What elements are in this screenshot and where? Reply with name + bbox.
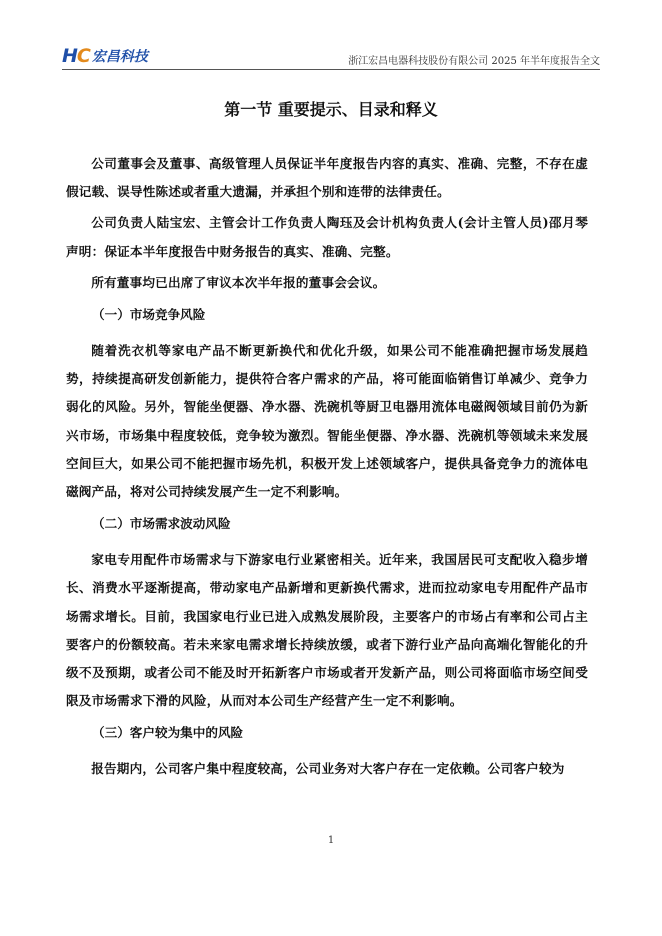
- paragraph-board-attendance: 所有董事均已出席了审议本次半年报的董事会会议。: [91, 274, 386, 290]
- paragraph-officer-statement: 公司负责人陆宝宏、主管会计工作负责人陶珏及会计机构负责人(会计主管人员)邵月琴声明：保证本半年度报告中财务报告的真实、准确、完整。: [66, 215, 588, 259]
- paragraph-demand-fluctuation: 家电专用配件市场需求与下游家电行业紧密相关。近年来，我国居民可支配收入稳步增长、消费水平逐渐提高，带动家电产品新增和更新换代需求，进而拉动家电专用配件产品市场需求增长。目前，我国家电行业已进入成熟发展阶段，主要客户的市场占有率和公司占主要客户的份额较高。若未来家电需求增长持续放缓，或者下游行业产品向高端化智能化的升级不及预期，或者公司不能及时开拓新客户市场或者开发新产品，则公司将面临市场空间受限及市场需求下滑的风险，从而对本公司生产经营产生一定不利影响。: [66, 552, 588, 709]
- paragraph-market-competition: 随着洗衣机等家电产品不断更新换代和优化升级，如果公司不能准确把握市场发展趋势，持续提高研发创新能力，提供符合客户需求的产品，将可能面临销售订单减少、竞争力弱化的风险。另外，智能坐便器、净水器、洗碗机等厨卫电器用流体电磁阀领域目前仍为新兴市场，市场集中程度较低，竞争较为激烈。智能坐便器、净水器、洗碗机等领域未来发展空间巨大，如果公司不能把握市场先机，积极开发上述领域客户，提供具备竞争力的流体电磁阀产品，将对公司持续发展产生一定不利影响。: [66, 343, 588, 500]
- subheading-market-competition: （一）市场竞争风险: [92, 307, 206, 323]
- subheading-demand-fluctuation: （二）市场需求波动风险: [92, 516, 231, 532]
- paragraph-board-guarantee: 公司董事会及董事、高级管理人员保证半年度报告内容的真实、准确、完整，不存在虚假记载、误导性陈述或者重大遗漏，并承担个别和连带的法律责任。: [66, 156, 588, 200]
- page-header: [62, 44, 600, 70]
- paragraph-customer-concentration: 报告期内，公司客户集中程度较高，公司业务对大客户存在一定依赖。公司客户较为: [91, 761, 565, 777]
- header-divider: [62, 69, 600, 70]
- section-title: 第一节 重要提示、目录和释义: [224, 100, 438, 119]
- subheading-customer-concentration: （三）客户较为集中的风险: [92, 725, 244, 741]
- company-logo: [62, 44, 148, 68]
- logo-mark: HC: [62, 45, 90, 67]
- logo-text: 宏昌科技: [91, 49, 148, 65]
- report-header-title: 浙江宏昌电器科技股份有限公司 2025 年半年度报告全文: [348, 56, 600, 67]
- page-number: 1: [327, 835, 335, 846]
- document-body: [66, 150, 588, 787]
